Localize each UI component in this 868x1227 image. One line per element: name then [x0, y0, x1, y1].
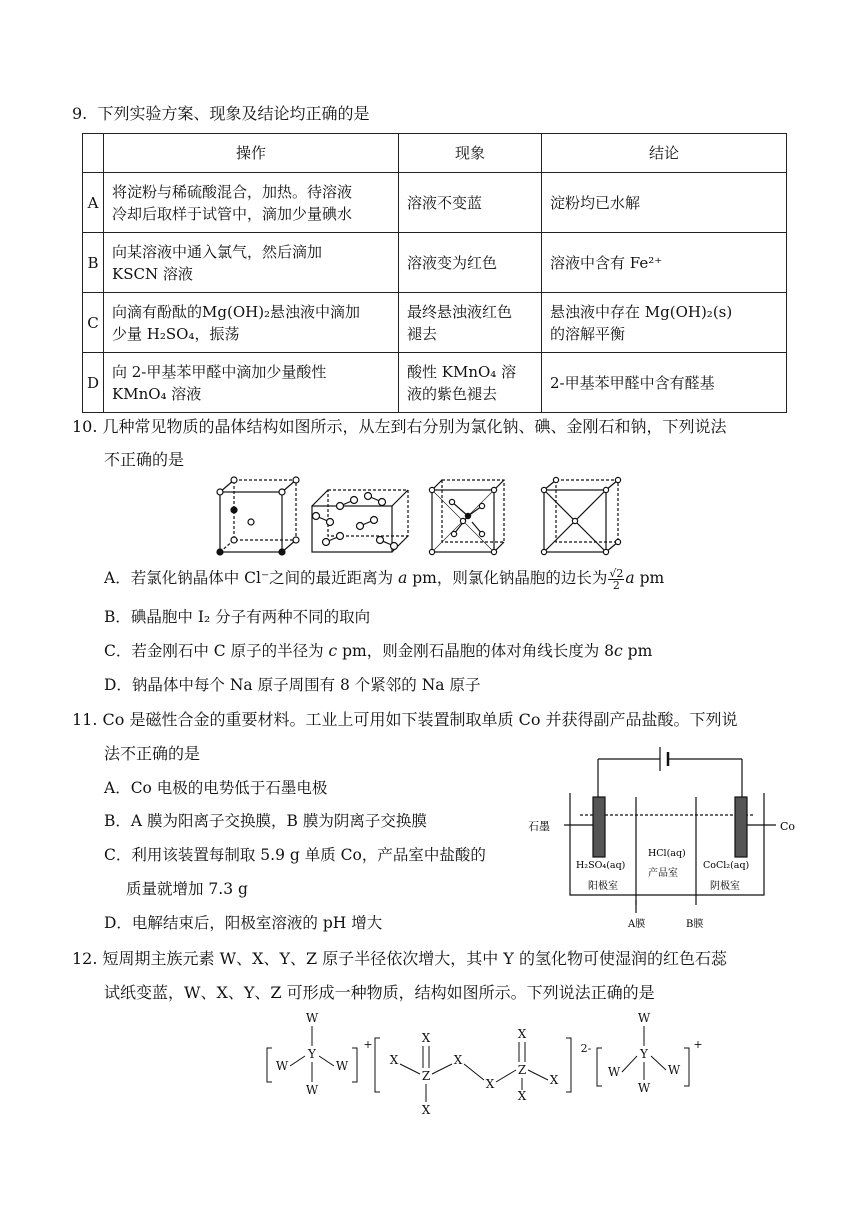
cathode-solution: CoCl₂(aq) — [703, 860, 750, 871]
nacl-cell — [217, 477, 299, 555]
svg-text:Z: Z — [517, 1063, 527, 1077]
q11-option-a: A．Co 电极的电势低于石墨电极 — [104, 779, 328, 797]
crystal-structures-figure — [210, 476, 640, 558]
row-label: D — [83, 353, 104, 413]
anode-room: 阳极室 — [588, 881, 618, 892]
q10-option-d: D．钠晶体中每个 Na 原子周围有 8 个紧邻的 Na 原子 — [104, 676, 481, 694]
q10-option-c: C．若金刚石中 C 原子的半径为 c pm，则金刚石晶胞的体对角线长度为 8c pm — [104, 642, 653, 660]
anode-solution: H₂SO₄(aq) — [576, 860, 626, 871]
svg-text:X: X — [549, 1073, 559, 1087]
header-conclusion: 结论 — [542, 134, 787, 173]
svg-text:X: X — [453, 1053, 463, 1067]
svg-text:2-: 2- — [580, 1042, 592, 1055]
row-conclusion: 2-甲基苯甲醛中含有醛基 — [542, 353, 787, 413]
row-phenomenon: 溶液变为红色 — [399, 233, 542, 293]
left-electrode-label: 石墨 — [528, 820, 550, 833]
row-operation: 将淀粉与稀硫酸混合，加热。待溶液 冷却后取样于试管中，滴加少量碘水 — [104, 173, 399, 233]
q9-table — [82, 133, 787, 413]
table-row — [83, 233, 787, 293]
ion-structure-figure — [250, 1008, 720, 1120]
product-solution: HCl(aq) — [648, 848, 686, 859]
table-row — [83, 173, 787, 233]
row-phenomenon: 酸性 KMnO₄ 溶 液的紫色褪去 — [399, 353, 542, 413]
iodine-cell — [312, 490, 408, 552]
svg-text:X: X — [389, 1053, 399, 1067]
svg-text:W: W — [637, 1081, 651, 1095]
q12-stem-line2: 试纸变蓝，W、X、Y、Z 可形成一种物质，结构如图所示。下列说法正确的是 — [104, 983, 655, 1002]
sodium-cell — [541, 477, 620, 554]
svg-text:X: X — [517, 1089, 527, 1103]
row-phenomenon: 最终悬浊液红色 褪去 — [399, 293, 542, 353]
q11-stem-line2: 法不正确的是 — [104, 744, 201, 763]
svg-text:Z: Z — [421, 1069, 431, 1083]
membrane-a-label: A膜 — [628, 919, 646, 930]
svg-text:W: W — [305, 1011, 319, 1025]
row-label: B — [83, 233, 104, 293]
svg-text:W: W — [335, 1059, 349, 1073]
svg-text:X: X — [421, 1103, 431, 1117]
row-label: A — [83, 173, 104, 233]
svg-text:W: W — [637, 1011, 651, 1025]
q12-stem-line1: 12. 短周期主族元素 W、X、Y、Z 原子半径依次增大，其中 Y 的氢化物可使湿润的红色石蕊 — [72, 949, 727, 968]
row-operation: 向某溶液中通入氯气，然后滴加 KSCN 溶液 — [104, 233, 399, 293]
table-row — [83, 293, 787, 353]
membrane-b-label: B膜 — [686, 919, 704, 930]
q10-option-a: A．若氯化钠晶体中 Cl⁻之间的最近距离为 a pm，则氯化钠晶胞的边长为 $\frac{√2}{2}$ a pm — [104, 566, 665, 592]
row-label: C — [83, 293, 104, 353]
q11-option-c: C．利用该装置每制取 5.9 g 单质 Co，产品室中盐酸的 — [104, 846, 486, 864]
row-operation: 向 2-甲基苯甲醛中滴加少量酸性 KMnO₄ 溶液 — [104, 353, 399, 413]
row-operation: 向滴有酚酞的Mg(OH)₂悬浊液中滴加 少量 H₂SO₄，振荡 — [104, 293, 399, 353]
q10-option-b: B．碘晶胞中 I₂ 分子有两种不同的取向 — [104, 608, 371, 626]
q11-option-d: D．电解结束后，阳极室溶液的 pH 增大 — [104, 914, 383, 932]
svg-text:W: W — [305, 1083, 319, 1097]
cathode-room: 阴极室 — [710, 881, 740, 892]
table-header-row — [83, 134, 787, 173]
diamond-cell — [429, 480, 504, 555]
table-row — [83, 353, 787, 413]
svg-text:X: X — [517, 1027, 527, 1041]
q11-stem-line1: 11. Co 是磁性合金的重要材料。工业上可用如下装置制取单质 Co 并获得副产品盐酸。下列说 — [72, 710, 738, 729]
row-phenomenon: 溶液不变蓝 — [399, 173, 542, 233]
product-room: 产品室 — [648, 868, 678, 879]
svg-text:W: W — [667, 1063, 681, 1077]
fraction: $\frac{√2}{2}$ — [609, 566, 624, 592]
q10-stem-line2: 不正确的是 — [104, 450, 185, 469]
electrolysis-diagram — [520, 735, 810, 935]
svg-text:Y: Y — [640, 1047, 648, 1061]
svg-text:X: X — [421, 1031, 431, 1045]
svg-text:X: X — [485, 1077, 495, 1091]
header-phenomenon: 现象 — [399, 134, 542, 173]
header-operation: 操作 — [104, 134, 399, 173]
row-conclusion: 淀粉均已水解 — [542, 173, 787, 233]
svg-text:W: W — [275, 1059, 289, 1073]
svg-text:+: + — [693, 1038, 703, 1051]
svg-text:W: W — [607, 1065, 621, 1079]
q11-option-c-cont: 质量就增加 7.3 g — [126, 880, 248, 898]
q9-stem: 9. 下列实验方案、现象及结论均正确的是 — [72, 104, 370, 123]
row-conclusion: 溶液中含有 Fe²⁺ — [542, 233, 787, 293]
q11-option-b: B．A 膜为阳离子交换膜，B 膜为阴离子交换膜 — [104, 812, 427, 830]
q10-stem-line1: 10. 几种常见物质的晶体结构如图所示，从左到右分别为氯化钠、碘、金刚石和钠，下列说法 — [72, 417, 727, 436]
right-electrode-label: Co — [780, 820, 796, 833]
row-conclusion: 悬浊液中存在 Mg(OH)₂(s) 的溶解平衡 — [542, 293, 787, 353]
svg-text:+: + — [363, 1038, 373, 1051]
svg-text:Y: Y — [308, 1047, 316, 1061]
